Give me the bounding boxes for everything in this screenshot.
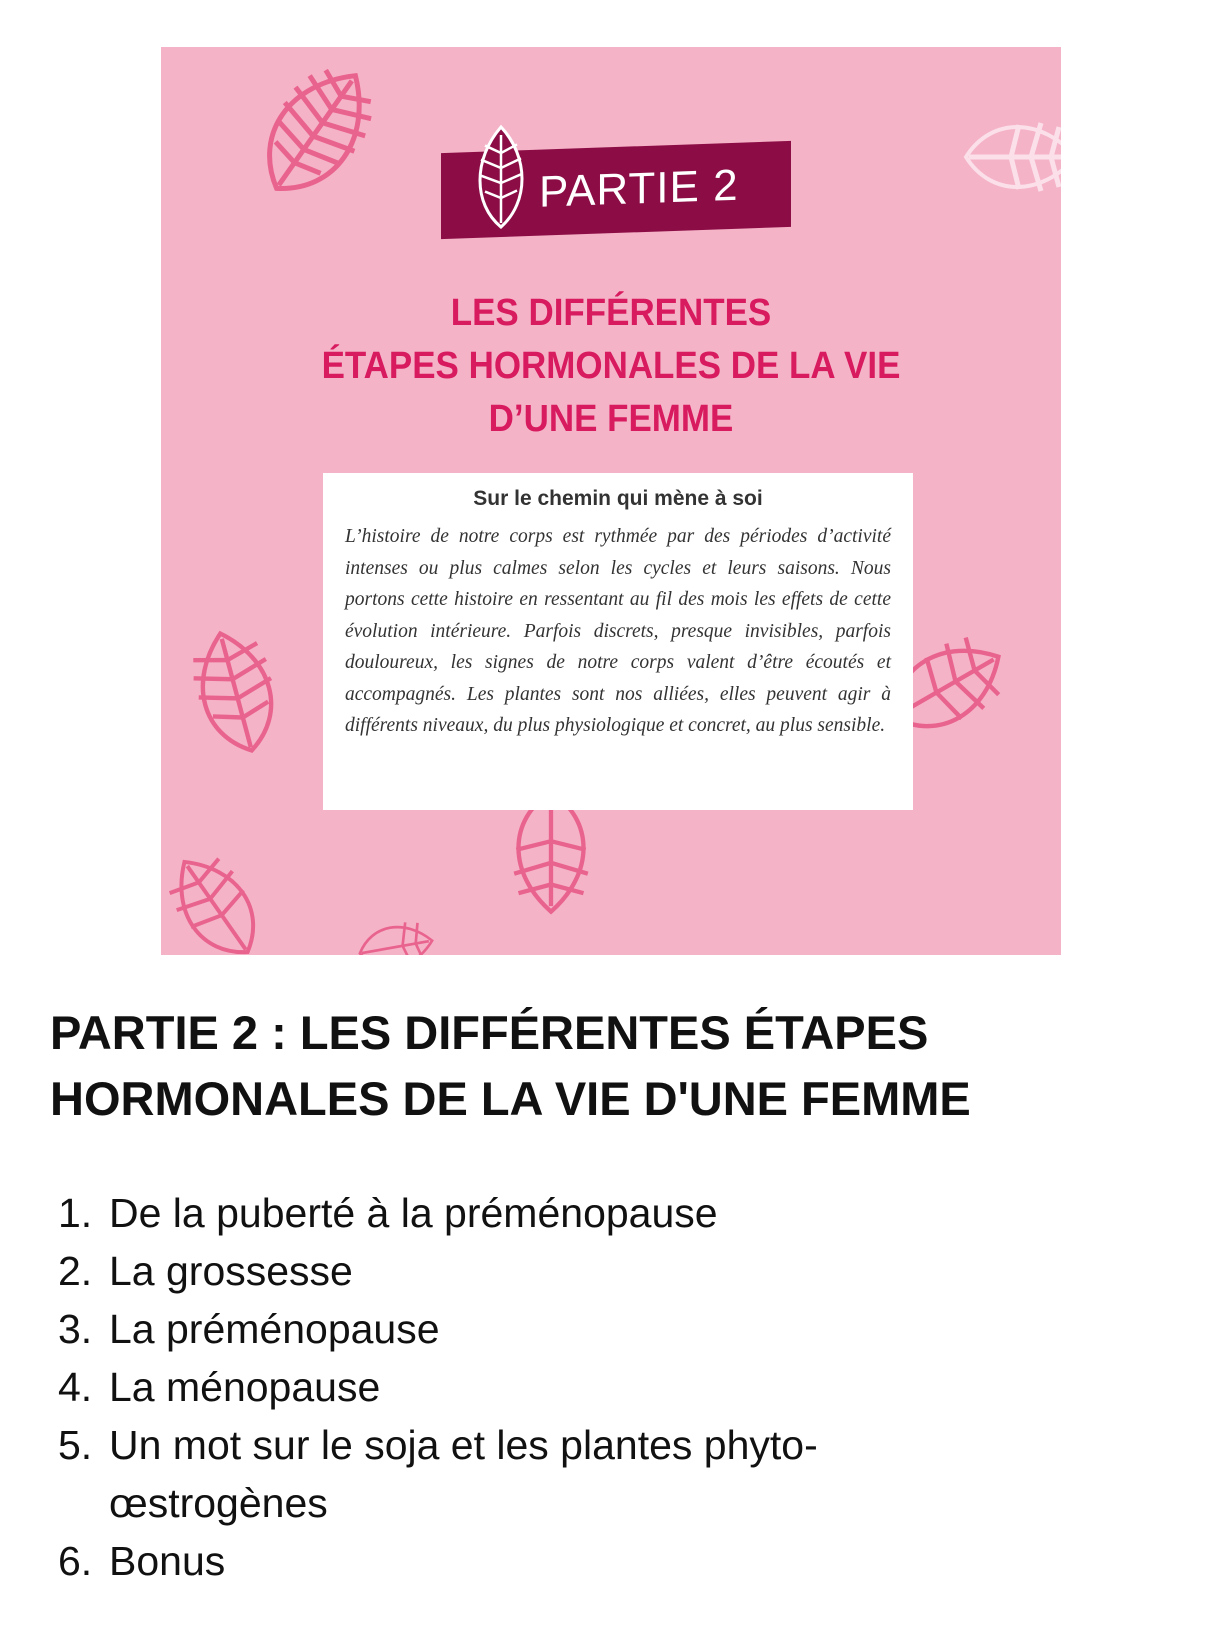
- cover-image: [161, 47, 1061, 955]
- list-item: [58, 1358, 989, 1416]
- leaf-icon: [341, 907, 451, 955]
- list-item: [58, 1242, 989, 1300]
- item-text: La grossesse: [109, 1248, 353, 1294]
- cover-title-line: D’UNE FEMME: [488, 398, 734, 440]
- quote-box-body: L’histoire de notre corps est rythmée par des périodes d’activité intenses ou plus calmes selon les cycles et leurs saisons. Nous portons cette histoire en ressentant au fil des mois les effets de cette évolution intérieure. Parfois discrets, presque invisibles, parfois douloureux, les signes de notre corps valent d’être écoutés et accompagnés. Les plantes sont nos alliées, elles peuvent agir à différents niveaux, du plus physiologique et concret, au plus sensible.: [345, 526, 891, 736]
- item-number: 2.: [58, 1248, 93, 1294]
- item-text: Bonus: [109, 1538, 226, 1584]
- item-text: La préménopause: [109, 1306, 440, 1352]
- item-text: De la puberté à la préménopause: [109, 1190, 718, 1236]
- item-number: 3.: [58, 1306, 93, 1352]
- part-badge: [441, 141, 791, 239]
- leaf-icon: [951, 97, 1061, 217]
- item-number: 1.: [58, 1190, 93, 1236]
- leaf-logo-icon: [471, 122, 531, 234]
- chapter-list: [58, 1184, 989, 1590]
- item-number: 6.: [58, 1538, 93, 1584]
- list-item: [58, 1416, 989, 1532]
- item-text: La ménopause: [109, 1364, 381, 1410]
- item-number: 5.: [58, 1422, 93, 1468]
- section-heading: PARTIE 2 : LES DIFFÉRENTES ÉTAPES HORMONALES DE LA VIE D'UNE FEMME: [50, 1006, 971, 1125]
- badge-label: PARTIE 2: [539, 160, 739, 217]
- list-item: [58, 1532, 989, 1590]
- item-text: Un mot sur le soja et les plantes phyto-œstrogènes: [109, 1422, 818, 1526]
- list-item: [58, 1184, 989, 1242]
- quote-box: [323, 473, 913, 810]
- cover-title: [197, 287, 1025, 446]
- cover-title-line: LES DIFFÉRENTES: [450, 292, 772, 334]
- list-item: [58, 1300, 989, 1358]
- cover-title-line: ÉTAPES HORMONALES DE LA VIE: [321, 345, 901, 387]
- leaf-icon: [251, 57, 381, 207]
- item-number: 4.: [58, 1364, 93, 1410]
- leaf-icon: [181, 607, 291, 777]
- quote-box-title: Sur le chemin qui mène à soi: [473, 487, 763, 510]
- leaf-icon: [161, 847, 271, 955]
